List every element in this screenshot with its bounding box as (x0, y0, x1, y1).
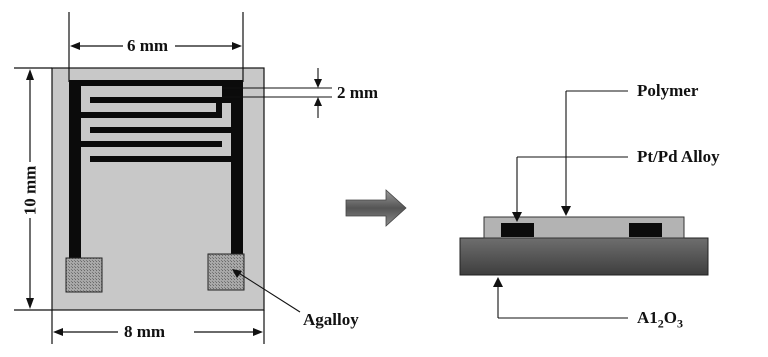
label-al2o3 (637, 309, 683, 329)
alumina-leader (493, 277, 628, 318)
trace-right-top (222, 80, 243, 103)
serpentine-connector (216, 97, 222, 118)
label-agalloy: Agalloy (303, 310, 359, 329)
serpentine-bar-2 (90, 97, 222, 103)
alloy-electrode-right (629, 223, 662, 237)
label-pt-pd-alloy: Pt/Pd Alloy (637, 147, 720, 166)
label-8mm: 8 mm (124, 322, 166, 341)
trace-left (69, 80, 81, 260)
serpentine-bar-6 (90, 156, 231, 162)
serpentine-bar-3 (81, 112, 222, 118)
label-al2o3-sub2: 3 (677, 316, 684, 331)
label-al2o3-o: O (663, 308, 678, 327)
transform-arrow (346, 190, 406, 226)
alloy-electrode-left (501, 223, 534, 237)
label-polymer: Polymer (637, 81, 699, 100)
label-6mm: 6 mm (127, 36, 169, 55)
alloy-leader (512, 157, 628, 222)
label-al2o3-sub1: 2 (657, 316, 664, 331)
alumina-substrate (460, 238, 708, 275)
label-10mm: 10 mm (20, 165, 40, 216)
label-al2o3-base: A1 (637, 308, 658, 327)
polymer-leader (561, 91, 628, 216)
label-2mm: 2 mm (337, 83, 379, 102)
serpentine-bar-1 (69, 80, 222, 86)
pad-left (66, 258, 102, 292)
serpentine-bar-5 (81, 141, 222, 147)
serpentine-bar-4 (90, 127, 231, 133)
trace-right (231, 80, 243, 260)
